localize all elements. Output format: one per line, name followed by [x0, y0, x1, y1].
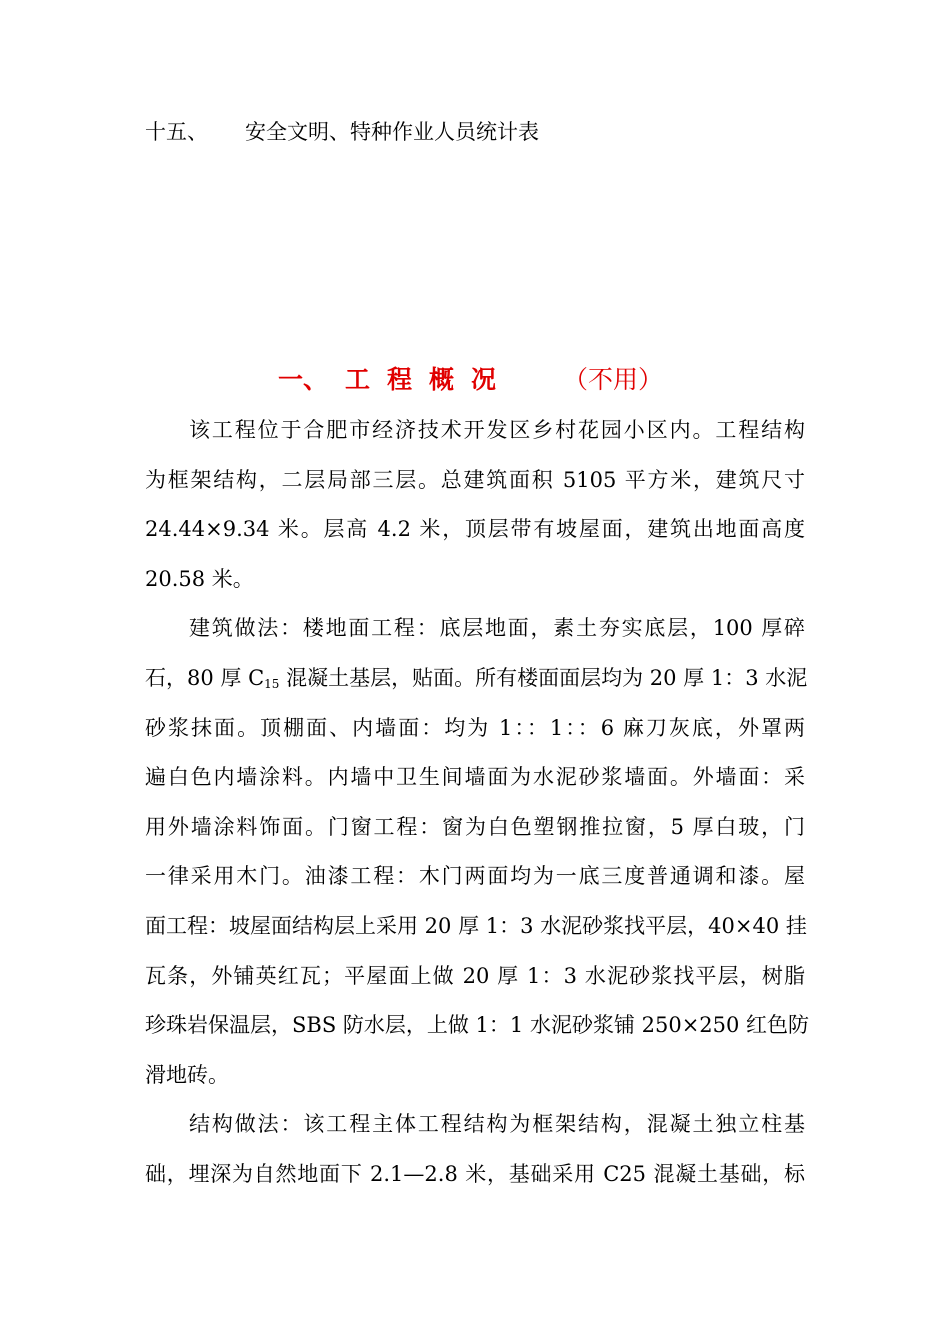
section-heading [145, 358, 805, 402]
section-title: 工程概况 [345, 365, 514, 394]
paragraph-line: 珍珠岩保温层，SBS 防水层，上做 1：1 水泥砂浆铺 250×250 红色防 [145, 1013, 810, 1038]
body-text [145, 406, 810, 1200]
line-text: 石，80 厚 C [145, 665, 265, 690]
paragraph-building-method [145, 604, 810, 1100]
paragraph-line: 砂浆抹面。顶棚面、内墙面：均为 1：：1：：6 麻刀灰底，外罩两 [145, 715, 805, 740]
paragraph-line: 础，埋深为自然地面下 2.1—2.8 米，基础采用 C25 混凝土基础，标 [145, 1161, 805, 1186]
paragraph-line: 结构做法：该工程主体工程结构为框架结构，混凝土独立柱基 [189, 1112, 805, 1137]
section-note: （不用） [563, 365, 664, 394]
subscript-text: 15 [264, 676, 280, 691]
paragraph-line: 用外墙涂料饰面。门窗工程：窗为白色塑钢推拉窗，5 厚白玻，门 [145, 814, 805, 839]
toc-entry-title: 安全文明、特种作业人员统计表 [245, 120, 539, 144]
paragraph-line: 面工程：坡屋面结构层上采用 20 厚 1：3 水泥砂浆找平层，40×40 挂 [145, 913, 807, 938]
paragraph-structure-method [145, 1100, 805, 1199]
paragraph-line: 为框架结构，二层局部三层。总建筑面积 5105 平方米，建筑尺寸 [145, 467, 805, 492]
paragraph-line: 建筑做法：楼地面工程：底层地面，素土夯实底层，100 厚碎 [189, 616, 805, 641]
paragraph-line: 该工程位于合肥市经济技术开发区乡村花园小区内。工程结构 [189, 418, 805, 442]
paragraph-line: 24.44×9.34 米。层高 4.2 米，顶层带有坡屋面，建筑出地面高度 [145, 517, 805, 542]
paragraph-line: 20.58 米。 [145, 566, 254, 591]
paragraph-line: 一律采用木门。油漆工程：木门两面均为一底三度普通调和漆。屋 [145, 864, 805, 889]
line-text: 混凝土基层，贴面。所有楼面面层均为 20 厚 1：3 水泥 [279, 665, 808, 690]
paragraph-project-location [145, 406, 805, 604]
paragraph-line: 滑地砖。 [145, 1062, 229, 1087]
paragraph-line [145, 654, 808, 704]
paragraph-line: 瓦条，外铺英红瓦；平屋面上做 20 厚 1：3 水泥砂浆找平层，树脂 [145, 963, 805, 988]
section-number: 一、 [278, 365, 329, 394]
toc-entry [145, 112, 539, 152]
toc-entry-number: 十五、 [145, 120, 208, 144]
paragraph-line: 遍白色内墙涂料。内墙中卫生间墙面为水泥砂浆墙面。外墙面：采 [145, 765, 805, 790]
